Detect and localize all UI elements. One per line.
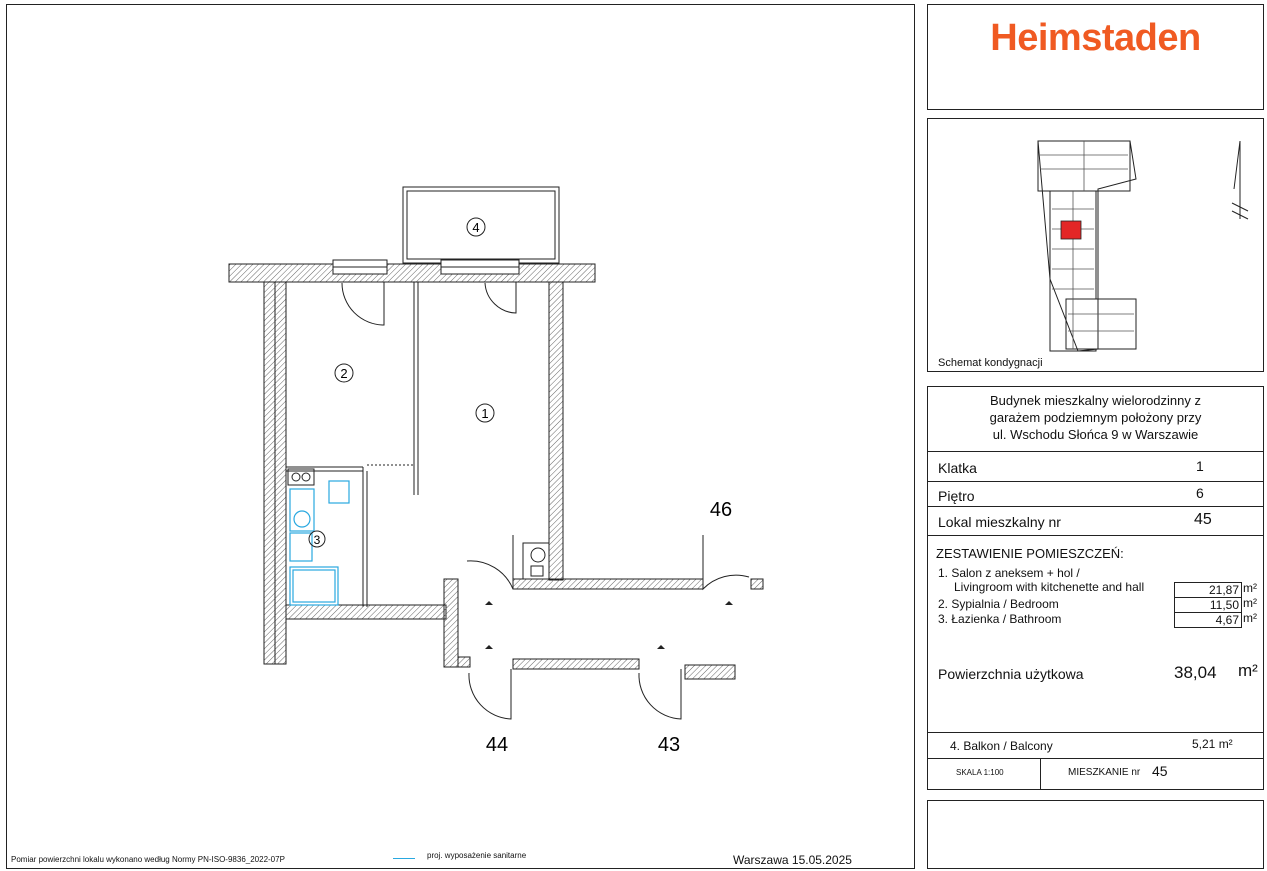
wall-bottom xyxy=(286,605,446,619)
room-2-area: 11,50 xyxy=(1174,597,1242,613)
room-4-number: 4 xyxy=(472,220,480,235)
total-area-unit: m² xyxy=(1238,661,1258,680)
neighbor-unit-44: 44 xyxy=(485,734,509,756)
neighbor-unit-43: 43 xyxy=(657,734,681,756)
rooms-summary-heading: ZESTAWIENIE POMIESZCZEŃ: xyxy=(936,546,1124,561)
keyplan-box xyxy=(927,118,1264,372)
logo-box xyxy=(927,4,1264,110)
keyplan-caption: Schemat kondygnacji xyxy=(938,357,1043,369)
measurement-note: Pomiar powierzchni lokalu wykonano według Normy PN-ISO-9836_2022-07P xyxy=(11,855,285,864)
room-3-number: 3 xyxy=(313,533,321,547)
room-3-summary: 3. Łazienka / Bathroom xyxy=(938,612,1062,626)
floor-plan-drawing xyxy=(7,5,914,868)
lokal-value: 45 xyxy=(1194,511,1212,528)
wall-top xyxy=(229,264,595,282)
room-1-unit: m² xyxy=(1243,581,1257,595)
apartment-number-value: 45 xyxy=(1152,763,1168,779)
room-2-unit: m² xyxy=(1243,596,1257,610)
room-1-summary-line2: Livingroom with kitchenette and hall xyxy=(954,580,1145,594)
pietro-label: Piętro xyxy=(938,488,975,504)
balcony-outline xyxy=(403,187,559,263)
info-box xyxy=(927,386,1264,790)
total-area-label: Powierzchnia użytkowa xyxy=(938,666,1084,682)
apartment-number-label: MIESZKANIE nr xyxy=(1068,767,1141,778)
legend-sanitary-label: proj. wyposażenie sanitarne xyxy=(427,851,527,860)
klatka-label: Klatka xyxy=(938,460,977,476)
room-3-unit: m² xyxy=(1243,611,1257,625)
balcony-label: 4. Balkon / Balcony xyxy=(950,739,1053,753)
room-1-summary-line1: 1. Salon z aneksem + hol / xyxy=(938,566,1080,580)
klatka-value: 1 xyxy=(1196,458,1204,474)
stamp-box xyxy=(927,800,1264,869)
room-2-number: 2 xyxy=(340,366,348,381)
building-description-line1: Budynek mieszkalny wielorodzinny z xyxy=(990,393,1201,408)
heimstaden-logo: Heimstaden xyxy=(990,17,1201,59)
footer-divider xyxy=(1040,758,1041,790)
keyplan-drawing xyxy=(928,119,1263,371)
total-area-value: 38,04 xyxy=(1174,663,1217,682)
lokal-label: Lokal mieszkalny nr xyxy=(938,514,1061,530)
pietro-value: 6 xyxy=(1196,485,1204,501)
balcony-area: 5,21 m² xyxy=(1192,737,1233,751)
drawing-date: Warszawa 15.05.2025 xyxy=(733,853,852,867)
room-1-number: 1 xyxy=(481,406,489,421)
building-description-line3: ul. Wschodu Słońca 9 w Warszawie xyxy=(992,427,1199,442)
wall-right xyxy=(549,282,563,580)
plan-frame xyxy=(6,4,915,869)
room-3-area: 4,67 xyxy=(1174,612,1242,628)
keyplan-unit-highlight xyxy=(1061,221,1081,239)
room-1-area: 21,87 xyxy=(1174,582,1242,598)
legend-sanitary-line xyxy=(393,858,415,859)
building-description-line2: garażem podziemnym położony przy xyxy=(989,410,1202,425)
room-2-summary: 2. Sypialnia / Bedroom xyxy=(938,597,1059,611)
scale-label: SKALA 1:100 xyxy=(956,768,1004,777)
neighbor-unit-46: 46 xyxy=(709,499,733,521)
